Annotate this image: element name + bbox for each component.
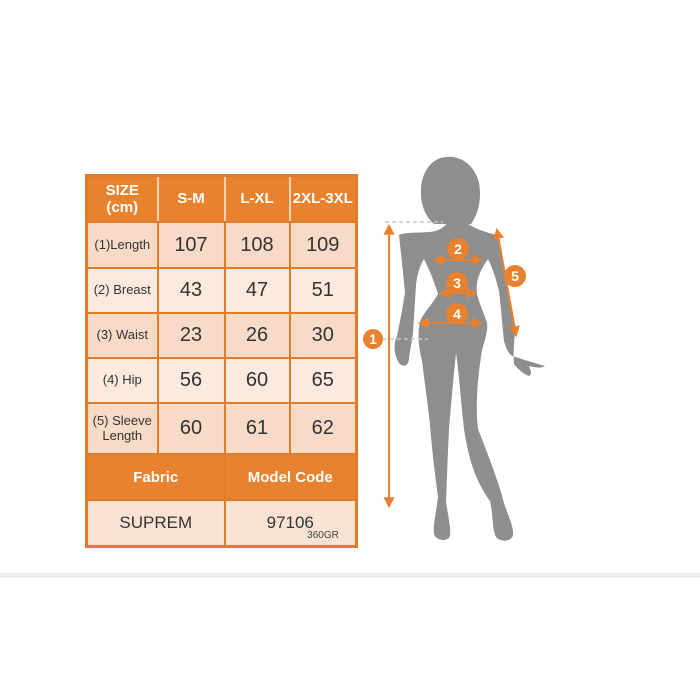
model-code-value: 97106 [225,500,357,547]
measure-marker-1 [363,329,383,349]
table-footer-header-row [87,454,357,500]
row-label: (2) Breast [87,268,158,313]
value-cell: 56 [158,358,225,403]
value-cell: 109 [290,222,357,268]
table-row-length [87,222,357,268]
silhouette-head [421,157,480,224]
value-cell: 60 [158,403,225,454]
value-cell: 47 [225,268,290,313]
row-label: (4) Hip [87,358,158,403]
measure-marker-3 [446,272,468,294]
column-header-2xl3xl: 2XL-3XL [290,176,357,223]
measure-marker-2 [447,238,469,260]
fabric-header: Fabric [87,454,225,500]
fabric-value: SUPREM [87,500,225,547]
value-cell: 65 [290,358,357,403]
row-label: (1)Length [87,222,158,268]
value-cell: 30 [290,313,357,358]
marker-2-label: 2 [454,241,462,257]
value-cell: 62 [290,403,357,454]
size-table [85,174,358,548]
value-cell: 26 [225,313,290,358]
value-cell: 23 [158,313,225,358]
table-row-hip [87,358,357,403]
size-unit-header: SIZE (cm) [87,176,158,223]
value-cell: 51 [290,268,357,313]
value-cell: 61 [225,403,290,454]
column-header-lxl: L-XL [225,176,290,223]
table-row-waist [87,313,357,358]
value-cell: 43 [158,268,225,313]
row-label: (3) Waist [87,313,158,358]
value-cell: 108 [225,222,290,268]
value-cell: 107 [158,222,225,268]
divider-band [0,573,700,578]
size-table-header-row [87,176,357,223]
row-label: (5) Sleeve Length [87,403,158,454]
fabric-weight-note: 360GR [307,530,339,541]
table-row-breast [87,268,357,313]
marker-5-label: 5 [511,268,519,284]
model-code-header: Model Code [225,454,357,500]
measurement-diagram [360,145,570,545]
value-cell: 60 [225,358,290,403]
marker-3-label: 3 [453,275,461,291]
table-row-sleeve-length [87,403,357,454]
marker-1-label: 1 [369,331,377,347]
measure-marker-5 [504,265,526,287]
marker-4-label: 4 [453,306,461,322]
measure-marker-4 [446,303,468,325]
column-header-sm: S-M [158,176,225,223]
